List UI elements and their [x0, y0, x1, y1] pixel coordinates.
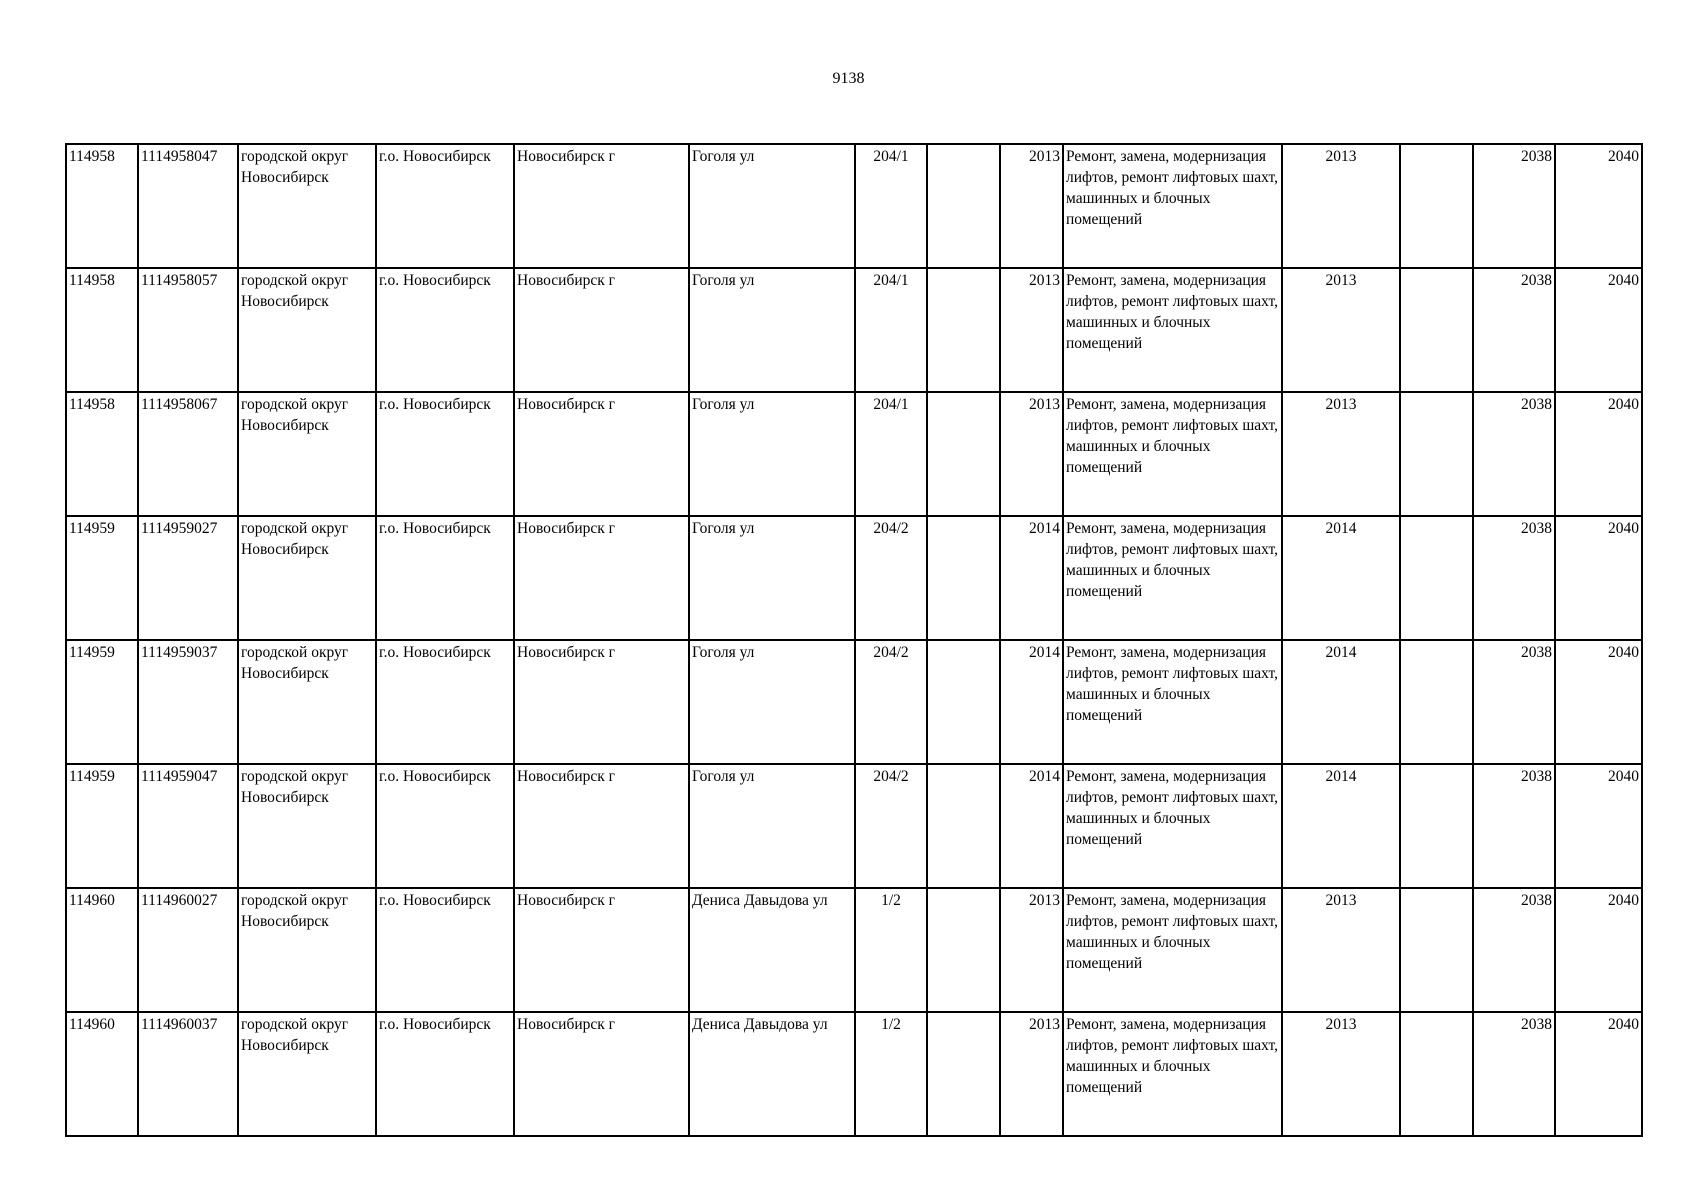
work-year-cell: 2014 — [1282, 516, 1400, 640]
work-type-cell: Ремонт, замена, модернизация лифтов, ремонт лифтовых шахт, машинных и блочных помещений — [1063, 268, 1282, 392]
table-row — [66, 268, 1642, 392]
table-row — [66, 392, 1642, 516]
id-cell: 114959 — [66, 516, 138, 640]
code-cell: 1114958067 — [138, 392, 238, 516]
work-type-cell: Ремонт, замена, модернизация лифтов, ремонт лифтовых шахт, машинных и блочных помещений — [1063, 764, 1282, 888]
city-cell: Новосибирск г — [514, 764, 689, 888]
final-year-cell: 2040 — [1555, 764, 1642, 888]
registry-table — [65, 143, 1643, 1137]
code-cell: 1114958047 — [138, 144, 238, 268]
year-cell: 2013 — [1000, 392, 1063, 516]
district-cell: г.о. Новосибирск — [376, 1012, 514, 1136]
house-number-cell: 204/2 — [855, 640, 927, 764]
code-cell: 1114959027 — [138, 516, 238, 640]
table-row — [66, 1012, 1642, 1136]
municipality-cell: городской округ Новосибирск — [238, 888, 376, 1012]
district-cell: г.о. Новосибирск — [376, 640, 514, 764]
year-cell: 2014 — [1000, 764, 1063, 888]
year-cell: 2013 — [1000, 888, 1063, 1012]
blank-cell — [1400, 1012, 1473, 1136]
empty-cell — [927, 392, 1000, 516]
final-year-cell: 2040 — [1555, 1012, 1642, 1136]
empty-cell — [927, 268, 1000, 392]
blank-cell — [1400, 516, 1473, 640]
street-cell: Гоголя ул — [689, 144, 855, 268]
empty-cell — [927, 888, 1000, 1012]
planned-year-cell: 2038 — [1473, 764, 1555, 888]
table-row — [66, 888, 1642, 1012]
empty-cell — [927, 640, 1000, 764]
planned-year-cell: 2038 — [1473, 888, 1555, 1012]
empty-cell — [927, 1012, 1000, 1136]
city-cell: Новосибирск г — [514, 1012, 689, 1136]
city-cell: Новосибирск г — [514, 144, 689, 268]
table-row — [66, 144, 1642, 268]
blank-cell — [1400, 144, 1473, 268]
city-cell: Новосибирск г — [514, 392, 689, 516]
work-year-cell: 2013 — [1282, 392, 1400, 516]
street-cell: Дениса Давыдова ул — [689, 1012, 855, 1136]
planned-year-cell: 2038 — [1473, 144, 1555, 268]
house-number-cell: 204/2 — [855, 764, 927, 888]
code-cell: 1114960027 — [138, 888, 238, 1012]
year-cell: 2013 — [1000, 1012, 1063, 1136]
blank-cell — [1400, 888, 1473, 1012]
district-cell: г.о. Новосибирск — [376, 516, 514, 640]
work-type-cell: Ремонт, замена, модернизация лифтов, ремонт лифтовых шахт, машинных и блочных помещений — [1063, 888, 1282, 1012]
city-cell: Новосибирск г — [514, 640, 689, 764]
final-year-cell: 2040 — [1555, 268, 1642, 392]
empty-cell — [927, 144, 1000, 268]
municipality-cell: городской округ Новосибирск — [238, 268, 376, 392]
id-cell: 114958 — [66, 392, 138, 516]
final-year-cell: 2040 — [1555, 392, 1642, 516]
house-number-cell: 204/2 — [855, 516, 927, 640]
city-cell: Новосибирск г — [514, 888, 689, 1012]
municipality-cell: городской округ Новосибирск — [238, 516, 376, 640]
id-cell: 114958 — [66, 144, 138, 268]
blank-cell — [1400, 268, 1473, 392]
year-cell: 2014 — [1000, 640, 1063, 764]
planned-year-cell: 2038 — [1473, 268, 1555, 392]
blank-cell — [1400, 764, 1473, 888]
blank-cell — [1400, 392, 1473, 516]
house-number-cell: 204/1 — [855, 268, 927, 392]
street-cell: Гоголя ул — [689, 764, 855, 888]
registry-body — [66, 144, 1642, 1136]
street-cell: Дениса Давыдова ул — [689, 888, 855, 1012]
empty-cell — [927, 764, 1000, 888]
id-cell: 114959 — [66, 764, 138, 888]
final-year-cell: 2040 — [1555, 516, 1642, 640]
table-row — [66, 640, 1642, 764]
city-cell: Новосибирск г — [514, 516, 689, 640]
street-cell: Гоголя ул — [689, 392, 855, 516]
work-year-cell: 2014 — [1282, 640, 1400, 764]
code-cell: 1114959037 — [138, 640, 238, 764]
municipality-cell: городской округ Новосибирск — [238, 764, 376, 888]
district-cell: г.о. Новосибирск — [376, 888, 514, 1012]
work-year-cell: 2013 — [1282, 268, 1400, 392]
code-cell: 1114959047 — [138, 764, 238, 888]
planned-year-cell: 2038 — [1473, 640, 1555, 764]
city-cell: Новосибирск г — [514, 268, 689, 392]
district-cell: г.о. Новосибирск — [376, 764, 514, 888]
id-cell: 114959 — [66, 640, 138, 764]
street-cell: Гоголя ул — [689, 516, 855, 640]
year-cell: 2013 — [1000, 144, 1063, 268]
work-year-cell: 2013 — [1282, 888, 1400, 1012]
municipality-cell: городской округ Новосибирск — [238, 1012, 376, 1136]
table-row — [66, 516, 1642, 640]
street-cell: Гоголя ул — [689, 640, 855, 764]
id-cell: 114960 — [66, 888, 138, 1012]
empty-cell — [927, 516, 1000, 640]
page-number: 9138 — [832, 70, 865, 87]
final-year-cell: 2040 — [1555, 144, 1642, 268]
work-type-cell: Ремонт, замена, модернизация лифтов, ремонт лифтовых шахт, машинных и блочных помещений — [1063, 516, 1282, 640]
municipality-cell: городской округ Новосибирск — [238, 392, 376, 516]
code-cell: 1114958057 — [138, 268, 238, 392]
work-type-cell: Ремонт, замена, модернизация лифтов, ремонт лифтовых шахт, машинных и блочных помещений — [1063, 144, 1282, 268]
work-type-cell: Ремонт, замена, модернизация лифтов, ремонт лифтовых шахт, машинных и блочных помещений — [1063, 392, 1282, 516]
id-cell: 114960 — [66, 1012, 138, 1136]
table-row — [66, 764, 1642, 888]
work-year-cell: 2014 — [1282, 764, 1400, 888]
house-number-cell: 204/1 — [855, 144, 927, 268]
municipality-cell: городской округ Новосибирск — [238, 144, 376, 268]
planned-year-cell: 2038 — [1473, 1012, 1555, 1136]
year-cell: 2014 — [1000, 516, 1063, 640]
planned-year-cell: 2038 — [1473, 392, 1555, 516]
street-cell: Гоголя ул — [689, 268, 855, 392]
house-number-cell: 1/2 — [855, 888, 927, 1012]
house-number-cell: 204/1 — [855, 392, 927, 516]
final-year-cell: 2040 — [1555, 640, 1642, 764]
year-cell: 2013 — [1000, 268, 1063, 392]
code-cell: 1114960037 — [138, 1012, 238, 1136]
district-cell: г.о. Новосибирск — [376, 144, 514, 268]
planned-year-cell: 2038 — [1473, 516, 1555, 640]
district-cell: г.о. Новосибирск — [376, 392, 514, 516]
work-type-cell: Ремонт, замена, модернизация лифтов, ремонт лифтовых шахт, машинных и блочных помещений — [1063, 640, 1282, 764]
final-year-cell: 2040 — [1555, 888, 1642, 1012]
blank-cell — [1400, 640, 1473, 764]
work-type-cell: Ремонт, замена, модернизация лифтов, ремонт лифтовых шахт, машинных и блочных помещений — [1063, 1012, 1282, 1136]
district-cell: г.о. Новосибирск — [376, 268, 514, 392]
work-year-cell: 2013 — [1282, 1012, 1400, 1136]
house-number-cell: 1/2 — [855, 1012, 927, 1136]
municipality-cell: городской округ Новосибирск — [238, 640, 376, 764]
id-cell: 114958 — [66, 268, 138, 392]
work-year-cell: 2013 — [1282, 144, 1400, 268]
